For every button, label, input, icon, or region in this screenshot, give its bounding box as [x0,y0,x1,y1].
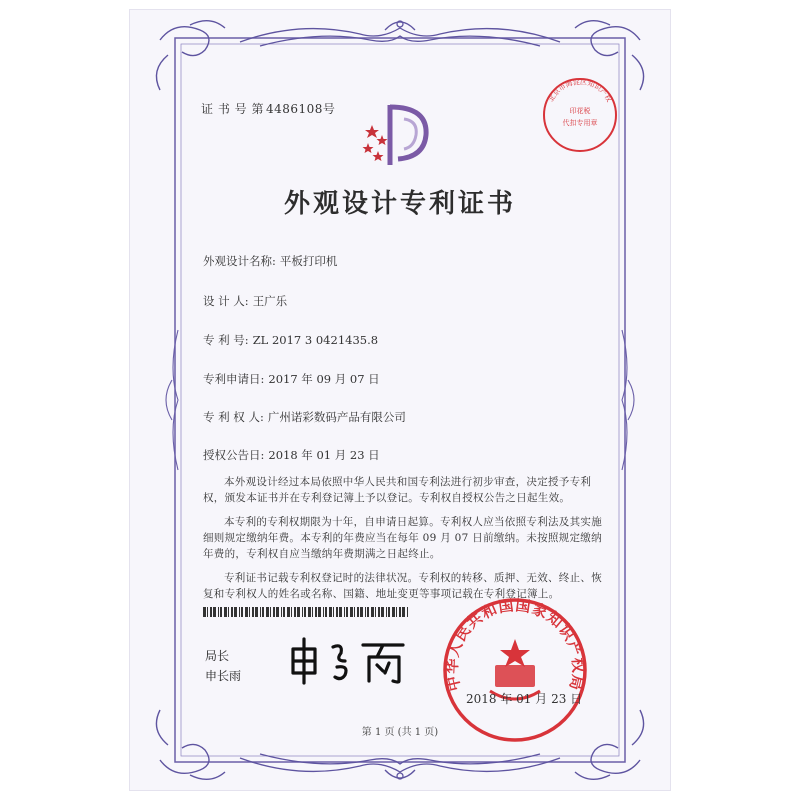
field-label: 外观设计名称: [203,254,276,268]
barcode-bar [213,607,216,617]
barcode-bar [329,607,332,617]
barcode-bar [365,607,366,617]
body-paragraph: 专利证书记载专利权登记时的法律状况。专利权的转移、质押、无效、终止、恢复和专利权人的姓名或名称、国籍、地址变更等事项记载在专利登记簿上。 [203,572,602,600]
seal-date: 2018 年 01 月 23 日 [466,692,583,706]
barcode-bar [378,607,380,617]
small-seal-top-text: 印花税 [569,107,591,115]
barcode-bar [357,607,359,617]
barcode-bar [371,607,374,617]
barcode-bar [291,607,292,617]
barcode-bar [339,607,342,617]
barcode-bar [283,607,285,617]
field-application-date [203,371,380,387]
handwritten-signature [285,635,415,685]
barcode-bar [228,607,229,617]
signatory-name: 申长雨 [205,669,242,683]
certificate-number-value: 4486108 [265,102,323,116]
small-seal-inner-text: 代扣专用章 [562,119,598,127]
barcode-bar [281,607,282,617]
barcode [203,607,413,617]
barcode-bar [304,607,306,617]
barcode-bar [312,607,313,617]
barcode-bar [234,607,237,617]
barcode-bar [336,607,338,617]
field-value: 2018 年 01 月 23 日 [268,448,380,462]
certificate-number-suffix: 号 [322,102,336,116]
field-value: 平板打印机 [279,254,338,268]
signatory-title: 局长 [205,649,230,663]
barcode-bar [210,607,212,617]
barcode-bar [220,607,222,617]
barcode-bar [294,607,296,617]
barcode-bar [252,607,254,617]
barcode-bar [231,607,233,617]
barcode-bar [407,607,408,617]
barcode-bar [207,607,208,617]
patent-office-emblem-icon [360,95,440,175]
barcode-bar [315,607,317,617]
small-seal-text: 北京市海淀区知识产权 [546,78,614,104]
field-value: 2017 年 09 月 07 日 [268,372,380,386]
barcode-bar [276,607,279,617]
field-label: 专 利 权 人: [203,410,264,424]
field-value: ZL 2017 3 0421435.8 [252,333,379,347]
top-ornament [240,21,560,46]
barcode-bar [375,607,376,617]
barcode-bar [239,607,240,617]
barcode-bar [218,607,219,617]
field-value: 广州诺彩数码产品有限公司 [267,410,406,424]
field-value: 王广乐 [252,294,288,308]
page-number: 第 1 页 (共 1 页) [361,727,439,738]
barcode-bar [266,607,269,617]
barcode-bar [386,607,387,617]
barcode-bar [367,607,369,617]
barcode-bar [270,607,271,617]
barcode-bar [323,607,324,617]
barcode-bar [354,607,355,617]
barcode-bar [399,607,401,617]
barcode-bar [388,607,390,617]
field-patent-number [203,332,378,348]
barcode-bar [224,607,227,617]
tax-stamp-seal [540,75,620,155]
barcode-bar [245,607,248,617]
barcode-bar [396,607,397,617]
barcode-bar [360,607,363,617]
field-grant-date [203,447,380,463]
field-label: 设 计 人: [203,294,249,308]
barcode-bar [302,607,303,617]
barcode-bar [260,607,261,617]
body-paragraph: 本外观设计经过本局依照中华人民共和国专利法进行初步审查，决定授予专利权，颁发本证书并在专利登记簿上予以登记。专利权自授权公告之日起生效。 [203,476,592,504]
barcode-bar [318,607,321,617]
barcode-bar [381,607,384,617]
barcode-bar [255,607,258,617]
field-design-name [203,253,337,269]
certificate-number [201,100,335,117]
barcode-bar [249,607,250,617]
certificate-number-label: 证 书 号 第 [201,102,264,116]
barcode-bar [350,607,353,617]
field-label: 专利申请日: [203,372,265,386]
barcode-bar [392,607,395,617]
certificate-body [203,474,603,610]
field-designer [203,293,287,309]
bottom-ornament [240,754,560,779]
barcode-bar [287,607,290,617]
barcode-bar [402,607,405,617]
barcode-bar [325,607,327,617]
barcode-bar [203,607,206,617]
field-label: 授权公告日: [203,448,265,462]
barcode-bar [262,607,264,617]
barcode-bar [344,607,345,617]
barcode-bar [273,607,275,617]
certificate-title: 外观设计专利证书 [283,189,516,219]
barcode-bar [308,607,311,617]
barcode-bar [241,607,243,617]
barcode-bar [297,607,300,617]
body-paragraph: 本专利的专利权期限为十年，自申请日起算。专利权人应当依照专利法及其实施细则规定缴纳年费。本专利的年费应当在每年 09 月 07 日前缴纳。未按照规定缴纳年费的，专利权自应当缴纳年费期满之日起终止。 [203,516,602,560]
barcode-bar [346,607,348,617]
barcode-bar [333,607,334,617]
field-patentee [203,409,406,425]
seal-text: 中华人民共和国国家知识产权局 [442,596,588,693]
field-label: 专 利 号: [203,333,249,347]
